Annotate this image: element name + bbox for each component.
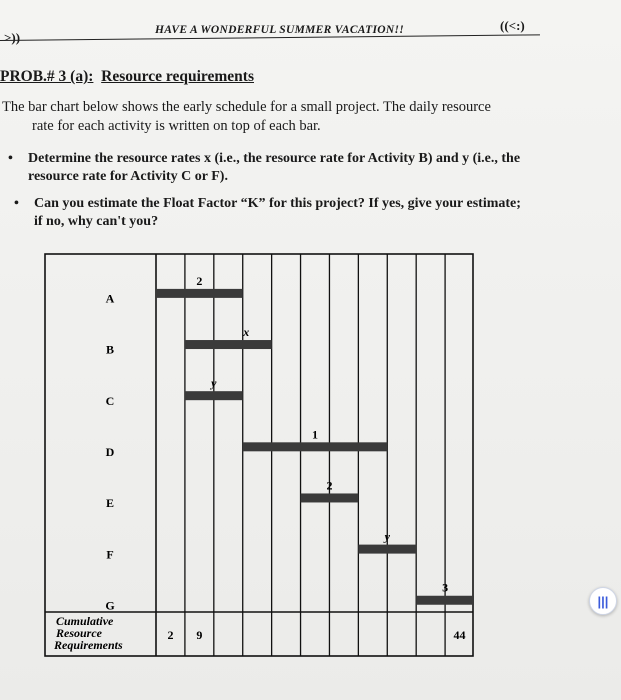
activity-rate-C: y [211, 376, 217, 391]
cumulative-value: 44 [453, 628, 466, 642]
resource-bar-chart [44, 250, 484, 670]
bullet-2-line-1: Can you estimate the Float Factor “K” for this project? If yes, give your estimate; [34, 196, 521, 211]
bullet-1-line-2: resource rate for Activity C or F). [28, 169, 228, 184]
intro-line-2: rate for each activity is written on top of each bar. [32, 118, 321, 134]
activity-label-D: D [105, 445, 115, 460]
bullet-1-dot: • [8, 151, 13, 166]
problem-title-text: Resource requirements [101, 68, 254, 85]
activity-label-G: G [105, 598, 115, 613]
activity-bar-E [301, 493, 359, 502]
resource-bar-chart-svg [44, 250, 484, 665]
activity-rate-B: x [243, 325, 250, 340]
activity-rate-E: 2 [326, 478, 333, 493]
bullet-1-line-1: Determine the resource rates x (i.e., the resource rate for Activity B) and y (i.e., the [28, 151, 521, 166]
activity-bar-D [243, 442, 388, 451]
activity-label-E: E [105, 496, 115, 511]
activity-rate-G: 3 [442, 580, 449, 595]
activity-bar-G [416, 596, 474, 605]
activity-bar-B [185, 340, 272, 349]
bullet-2-line-2: if no, why can't you? [34, 214, 159, 229]
activity-rate-A: 2 [196, 273, 203, 288]
activity-label-F: F [106, 547, 114, 562]
intro-line-1: The bar chart below shows the early schedule for a small project. The daily resource [2, 99, 491, 115]
problem-title-prefix: PROB.# 3 (a): [0, 68, 94, 85]
bullet-2 [14, 195, 534, 231]
problem-title [0, 68, 254, 86]
problem-intro [2, 98, 522, 136]
footer-label-line: Cumulative [56, 614, 114, 628]
activity-bar-C [185, 391, 243, 400]
bullet-2-dot: • [14, 196, 19, 211]
header-left-doodle: >)) [4, 30, 21, 45]
footer-label-line: Resource [56, 626, 102, 640]
header-title: HAVE A WONDERFUL SUMMER VACATION!! [155, 24, 405, 36]
footer-label-line: Requirements [54, 638, 123, 652]
activity-bar-A [156, 289, 243, 298]
activity-bar-F [358, 545, 416, 554]
header-right-doodle: ((<:) [500, 18, 525, 33]
bullet-1 [8, 150, 528, 186]
activity-rate-D: 1 [312, 427, 318, 442]
activity-label-A: A [105, 291, 115, 306]
activity-label-B: B [105, 342, 115, 357]
side-menu-button[interactable]: ||| [589, 587, 617, 615]
activity-rate-F: y [384, 529, 390, 544]
cumulative-value: 9 [196, 628, 203, 642]
activity-label-C: C [105, 393, 115, 408]
cumulative-value: 2 [167, 628, 174, 642]
